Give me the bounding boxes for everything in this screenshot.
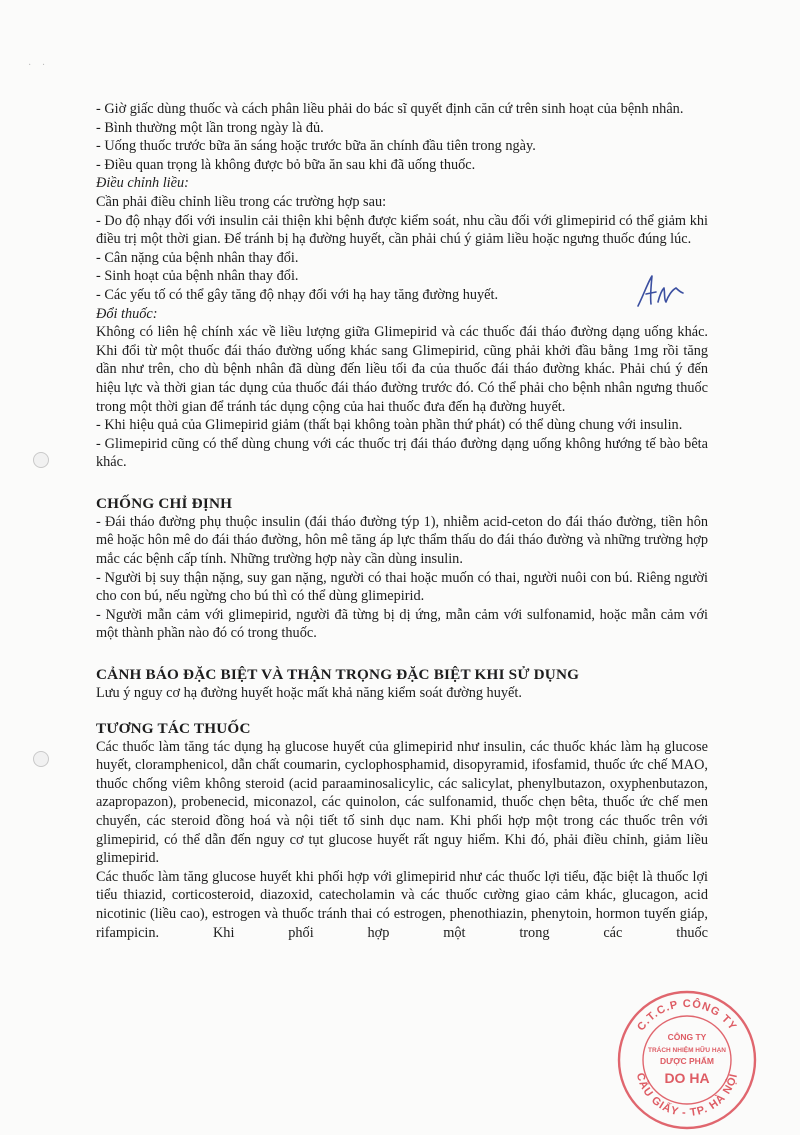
- company-stamp: [612, 985, 762, 1135]
- contraindication-item: - Người bị suy thận nặng, suy gan nặng, người có thai hoặc muốn có thai, người nuôi con bú. Riêng người cho con bú, nếu ngừng cho bú thì có thể dùng glimepirid.: [96, 569, 708, 605]
- interactions-paragraph: Các thuốc làm tăng tác dụng hạ glucose huyết của glimepirid như insulin, các thuốc khác làm hạ glucose huyết, cloramphenicol, dẫn chất coumarin, cyclophosphamid, disopyramid, ifosfamid, thuốc ức chế MAO, thuốc chống viêm không steroid (acid paraaminosalicylic, các salicylat, phenylbutazon, oxyphenbutazon, azapropazon), probenecid, miconazol, các quinolon, các sulfonamid, thuốc chẹn bêta, thuốc ức chế men chuyển, các steroid đồng hoá và nội tiết tố sinh dục nam. Khi phối hợp một trong các thuốc trên với glimepirid, có thể dẫn đến nguy cơ tụt glucose huyết rất nguy hiểm. Khi đó, phải điều chỉnh, giảm liều glimepirid.: [96, 738, 708, 867]
- contraindication-item: - Đái tháo đường phụ thuộc insulin (đái tháo đường týp 1), nhiễm acid-ceton do đái tháo đường, tiền hôn mê hoặc hôn mê do đái tháo đường, hôn mê tăng áp lực thẩm thấu do đái tháo đường và những trường hợp mắc các bệnh cấp tính. Những trường hợp này cần dùng insulin.: [96, 513, 708, 568]
- punch-hole: [33, 452, 49, 468]
- signature-mark: [634, 272, 686, 312]
- dose-adjust-title: Điều chỉnh liều:: [96, 175, 189, 192]
- dose-adjust-item: - Cân nặng của bệnh nhân thay đổi.: [96, 249, 299, 266]
- stamp-name: DO HA: [664, 1070, 710, 1086]
- contraindication-item: - Người mẫn cảm với glimepirid, người đã từng bị dị ứng, mẫn cảm với sulfonamid, hoặc mẫn cảm với một thành phần nào đó có trong thuốc.: [96, 606, 708, 642]
- interactions-heading: TƯƠNG TÁC THUỐC: [96, 719, 251, 737]
- switch-drug-title: Đổi thuốc:: [96, 305, 158, 322]
- scan-speck: · ·: [28, 60, 50, 71]
- warnings-heading: CẢNH BÁO ĐẶC BIỆT VÀ THẬN TRỌNG ĐẶC BIỆT KHI SỬ DỤNG: [96, 666, 580, 684]
- stamp-line: TRÁCH NHIỆM HỮU HẠN: [648, 1047, 726, 1054]
- dose-adjust-item: - Sinh hoạt của bệnh nhân thay đổi.: [96, 268, 299, 285]
- stamp-bottom-arc: CẦU GIẤY - TP. HÀ NỘI: [633, 1071, 741, 1120]
- dosage-no-skip: - Điều quan trọng là không được bỏ bữa ăn sau khi đã uống thuốc.: [96, 156, 476, 173]
- punch-hole: [33, 751, 49, 767]
- switch-drug-paragraph: Không có liên hệ chính xác về liều lượng giữa Glimepirid và các thuốc đái tháo đường dạng uống khác. Khi đổi từ một thuốc đái tháo đường uống khác sang Glimepirid, cũng phải khởi đầu bằng 1mg rồi tăng dần như trên, cho dù bệnh nhân đã dùng đến liều tối đa của thuốc đái tháo đường khác. Phải chú ý đến hiệu lực và thời gian tác dụng của thuốc đái tháo đường trước đó. Có thể phải cho bệnh nhân ngưng thuốc trong một thời gian để tránh tác dụng cộng của hai thuốc đưa đến hạ đường huyết.: [96, 324, 708, 415]
- dosage-once-daily: - Bình thường một lần trong ngày là đủ.: [96, 119, 324, 136]
- switch-drug-item: - Khi hiệu quả của Glimepirid giảm (thất bại không toàn phần thứ phát) có thể dùng chung với insulin.: [96, 417, 683, 434]
- stamp-line: DƯỢC PHẨM: [660, 1056, 714, 1066]
- dosage-timing: - Giờ giấc dùng thuốc và cách phân liều phải do bác sĩ quyết định căn cứ trên sinh hoạt của bệnh nhân.: [96, 101, 684, 117]
- stamp-top-arc: C.T.C.P CÔNG TY: [635, 997, 739, 1034]
- dose-adjust-intro: Cần phải điều chỉnh liều trong các trường hợp sau:: [96, 193, 387, 210]
- stamp-line: CÔNG TY: [667, 1032, 707, 1042]
- warnings-text: Lưu ý nguy cơ hạ đường huyết hoặc mất khả năng kiểm soát đường huyết.: [96, 685, 522, 702]
- dosage-before-meal: - Uống thuốc trước bữa ăn sáng hoặc trước bữa ăn chính đầu tiên trong ngày.: [96, 138, 536, 155]
- dose-adjust-item: - Do độ nhạy đối với insulin cải thiện khi bệnh được kiểm soát, nhu cầu đối với glimepirid có thể giảm khi điều trị một thời gian. Để tránh bị hạ đường huyết, cần phải chú ý giảm liều hoặc ngưng thuốc đúng lúc.: [96, 212, 708, 248]
- switch-drug-item: - Glimepirid cũng có thể dùng chung với các thuốc trị đái tháo đường dạng uống không hướng tế bào bêta khác.: [96, 435, 708, 471]
- contraindications-heading: CHỐNG CHỈ ĐỊNH: [96, 494, 233, 512]
- interactions-paragraph: Các thuốc làm tăng glucose huyết khi phối hợp với glimepirid như các thuốc lợi tiểu, đặc biệt là thuốc lợi tiểu thiazid, corticosteroid, diazoxid, catecholamin và các thuốc cường giao cảm khác, glucagon, acid nicotinic (liều cao), estrogen và thuốc tránh thai có estrogen, phenothiazin, phenytoin, hormon tuyến giáp, rifampicin. Khi phối hợp một trong các thuốc: [96, 868, 708, 941]
- dose-adjust-item: - Các yếu tố có thể gây tăng độ nhạy đối với hạ hay tăng đường huyết.: [96, 286, 499, 303]
- document-body: [96, 100, 708, 942]
